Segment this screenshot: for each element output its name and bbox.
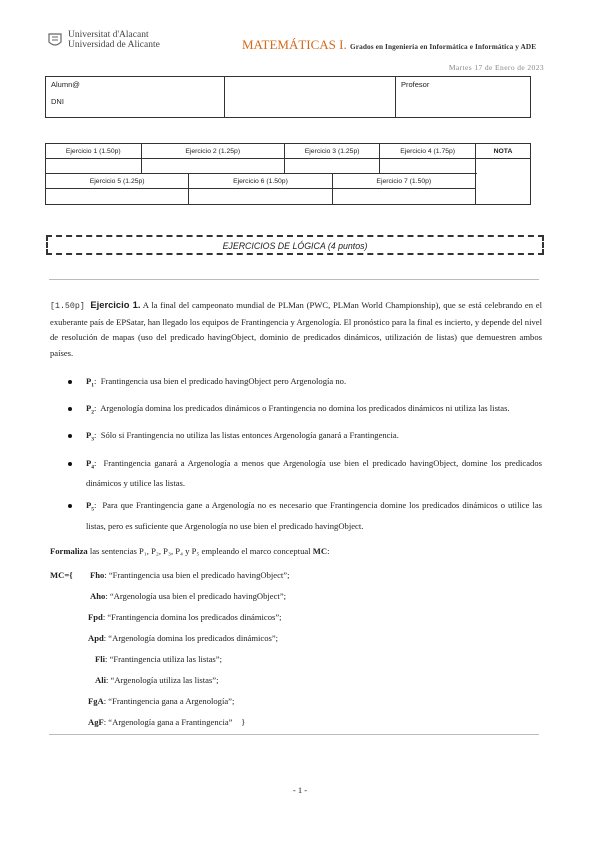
mc-item-fli (95, 652, 222, 666)
premise-sub: 5 (91, 507, 94, 514)
bullet-dot-icon (68, 434, 72, 438)
mc-key: Fho (90, 570, 105, 580)
premise-5: $P_5$: Para que Frantingencia gane a Argenología no es necesario que Frantingencia domine los predicados dinámicos o utilice las listas, pero es suficiente que Argenología no use bien el predicado havingObject. (68, 498, 542, 534)
grade-header-4: Ejercicio 4 (1.75p) (380, 144, 476, 159)
grade-header-6: Ejercicio 6 (1.50p) (189, 174, 332, 189)
premise-text: Argenología domina los predicados dinámicos o Frantingencia no domina los predicados dinámicos ni utiliza las listas. (100, 403, 510, 414)
divider-bottom (49, 734, 539, 735)
grade-header-2: Ejercicio 2 (1.25p) (141, 144, 284, 159)
premise-label: P (86, 376, 92, 386)
mc-text: : “Argenología gana a Frantingencia” (103, 717, 233, 727)
mc-text: : “Frantingencia gana a Argenología”; (103, 696, 235, 706)
grade-cell-1[interactable] (46, 159, 142, 174)
mc-item-fga (88, 694, 234, 708)
mc-key: Ali (95, 675, 106, 685)
mc-key: Apd (88, 633, 104, 643)
university-shield-icon (48, 33, 62, 48)
profesor-cell[interactable] (396, 77, 531, 118)
mc-item-ali (95, 673, 218, 687)
mc-key: Fli (95, 654, 106, 664)
exam-date: Martes 17 de Enero de 2023 (448, 63, 544, 72)
premise-sub: 1 (91, 382, 94, 389)
grade-header-7: Ejercicio 7 (1.50p) (332, 174, 475, 189)
mc-close: } (241, 717, 246, 727)
mc-text: : “Frantingencia domina los predicados dinámicos”; (102, 612, 282, 622)
exercise-intro-text: A la final del campeonato mundial de PLMan (PWC, PLMan World Championship), que se está celebrando en el exuberante país de EPSatar, han llegado los equipos de Frantingencia y Argenología. El pronóstico para la final es incierto, y depende del nivel de resolución de mapas (uso del predicado havingObject, dominio de predicados dinámicos, utilización de listas) que demuestren ambos países. (50, 300, 542, 358)
course-title-main: MATEMÁTICAS I. (242, 37, 347, 52)
university-logo (48, 31, 173, 51)
university-line-2: Universidad de Alicante (68, 39, 160, 50)
alumno-blank-cell[interactable] (225, 77, 396, 118)
premise-2: $P_2$: Argenología domina los predicados dinámicos o Frantingencia no domina los predicados dinámicos ni utiliza las listas. (68, 401, 542, 421)
premise-sub: 2 (91, 409, 94, 416)
bullet-dot-icon (68, 504, 72, 508)
mc-open-label: MC={ (50, 570, 73, 580)
mc-item-fho (90, 568, 290, 582)
grade-header-1: Ejercicio 1 (1.50p) (46, 144, 142, 159)
student-info-table (45, 76, 531, 118)
grades-table (45, 143, 531, 205)
page-number: - 1 - (292, 785, 308, 795)
grade-header-3: Ejercicio 3 (1.25p) (284, 144, 380, 159)
premise-label: P (86, 500, 92, 511)
premise-label: P (86, 430, 92, 441)
mc-text: : “Argenología domina los predicados dinámicos”; (103, 633, 279, 643)
nota-header: NOTA (476, 144, 531, 159)
instruction-mc: MC (312, 546, 328, 556)
grade-cell-6[interactable] (189, 189, 332, 205)
premise-sub: 3 (91, 437, 94, 444)
alumno-label: Alumn@ (51, 80, 80, 89)
university-line-1: Universitat d'Alacant (68, 30, 149, 40)
profesor-label: Profesor (401, 80, 430, 89)
instruction-bold: Formaliza (50, 546, 88, 556)
instruction: Formaliza las sentencias P₁, P₂, P₃, P₄ y P₅ empleando el marco conceptual MC: (50, 546, 330, 556)
exercise-title: Ejercicio 1. (90, 299, 141, 310)
grade-cell-3[interactable] (284, 159, 380, 174)
conceptual-frame (50, 568, 550, 738)
mc-item-aho (90, 589, 286, 603)
premise-sub: 4 (91, 464, 94, 471)
mc-key: AgF (88, 717, 104, 727)
premise-3: $P_3$: Sólo si Frantingencia no utiliza las listas entonces Argenología ganará a Frantingencia. (68, 428, 542, 448)
premise-1: $P_1$: Frantingencia usa bien el predicado havingObject pero Argenología no. (68, 374, 542, 394)
exercise-points: [1.50p] (50, 302, 85, 311)
grade-cell-5[interactable] (46, 189, 189, 205)
premise-list (68, 374, 542, 541)
course-title (242, 37, 536, 53)
bullet-dot-icon (68, 407, 72, 411)
mc-item-apd (88, 631, 278, 645)
nota-cell[interactable] (476, 159, 531, 205)
mc-text: : “Argenología utiliza las listas”; (105, 675, 219, 685)
instruction-text: las sentencias P₁, P₂, P₃, P₄ y P₅ empleando el marco conceptual (89, 546, 311, 556)
grade-cell-2[interactable] (141, 159, 284, 174)
mc-open (50, 568, 73, 582)
mc-key: Aho (90, 591, 106, 601)
grade-cell-4[interactable] (380, 159, 476, 174)
divider-top (49, 279, 539, 280)
mc-key: Fpd (88, 612, 103, 622)
premise-text: Frantingencia usa bien el predicado havingObject pero Argenología no. (100, 376, 347, 386)
premise-label: P (86, 457, 92, 468)
premise-4: $P_4$: Frantingencia ganará a Argenología a menos que Argenología use bien el predicado havingObject, domine los predicados dinámicos y utilice las listas. (68, 456, 542, 492)
exercise-intro (50, 297, 542, 361)
grade-header-5: Ejercicio 5 (1.25p) (46, 174, 189, 189)
premise-label: P (86, 403, 92, 414)
alumno-cell[interactable] (46, 77, 225, 118)
section-title: EJERCICIOS DE LÓGICA (4 puntos) (46, 235, 544, 255)
mc-item-agf (88, 715, 245, 729)
premise-text: Sólo si Frantingencia no utiliza las listas entonces Argenología ganará a Frantingencia. (100, 430, 399, 441)
mc-text: : “Argenología usa bien el predicado havingObject”; (105, 591, 287, 601)
premise-text: Para que Frantingencia gane a Argenología no es necesario que Frantingencia domine los predicados dinámicos o utilice las listas, pero es suficiente que Argenología no use bien el predicado havingObject. (86, 500, 543, 531)
premise-text: Frantingencia ganará a Argenología a menos que Argenología use bien el predicado havingObject, domine los predicados dinámicos y utilice las listas. (86, 457, 542, 488)
grade-cell-7[interactable] (332, 189, 475, 205)
university-name (68, 31, 160, 50)
mc-text: : “Frantingencia utiliza las listas”; (105, 654, 222, 664)
bullet-dot-icon (68, 380, 72, 384)
mc-item-fpd (88, 610, 282, 624)
course-subtitle: Grados en Ingeniería en Informática e Informática y ADE (349, 42, 537, 51)
dni-label: DNI (51, 97, 64, 106)
bullet-dot-icon (68, 462, 72, 466)
mc-key: FgA (88, 696, 104, 706)
mc-text: : “Frantingencia usa bien el predicado havingObject”; (104, 570, 290, 580)
